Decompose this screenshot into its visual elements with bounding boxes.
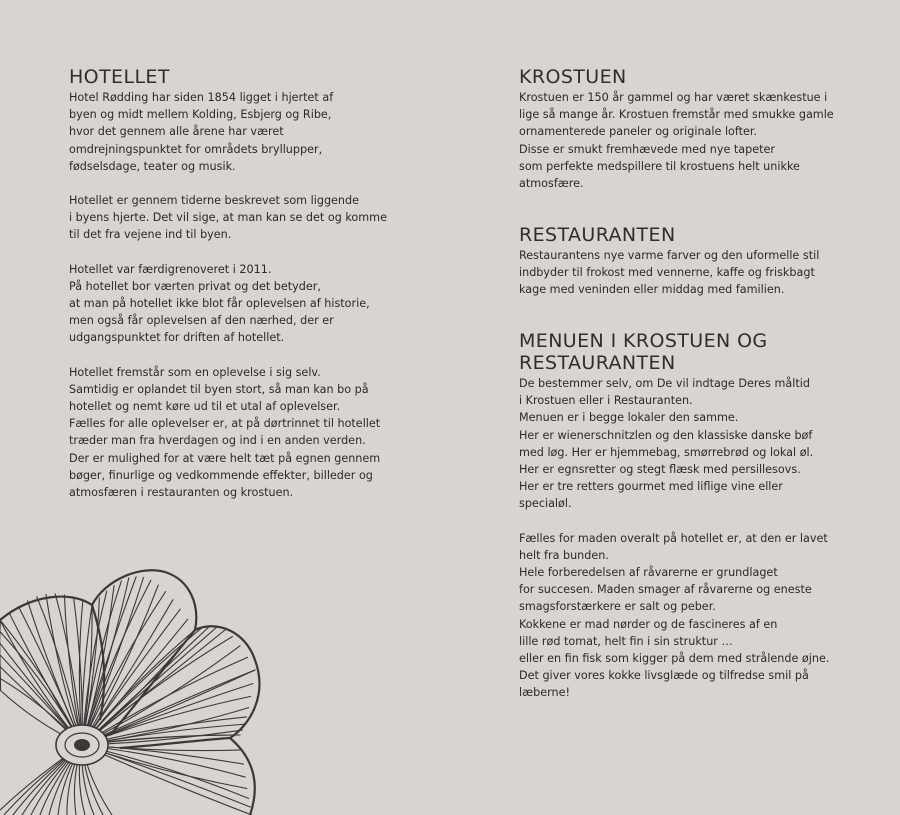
text-line: Fælles for maden overalt på hotellet er, at den er lavet [519, 531, 828, 545]
hotellet-paragraph-1 [69, 89, 399, 175]
text-line: Krostuen er 150 år gammel og har været skænkestue i [519, 91, 828, 104]
text-line: som perfekte medspillere til krostuens helt unikke [519, 159, 800, 173]
section-krostuen [519, 66, 859, 192]
text-line: Samtidig er oplandet til byen stort, så man kan bo på [69, 382, 369, 396]
text-line: indbyder til frokost med vennerne, kaffe og friskbagt [519, 266, 815, 280]
text-line: omdrejningspunktet for områdets bryllupper, [69, 142, 323, 156]
text-line: Hele forberedelsen af råvarerne er grundlaget [519, 566, 778, 580]
menuen-paragraph-1 [519, 375, 859, 513]
krostuen-body [519, 89, 859, 192]
text-line: bøger, finurlige og vedkommende effekter, billeder og [69, 468, 373, 482]
flower-center [56, 725, 108, 765]
heading-restauranten: RESTAURANTEN [519, 224, 676, 246]
text-line: udgangspunktet for driften af hotellet. [69, 331, 285, 345]
menuen-paragraph-2 [519, 530, 859, 702]
hotellet-paragraph-3 [69, 261, 399, 347]
menuen-body [519, 375, 859, 702]
petal-vein-line [28, 601, 82, 745]
text-line: men også får oplevelsen af den nærhed, der er [69, 314, 334, 328]
section-hotellet [69, 66, 399, 518]
text-line: Hotel Rødding har siden 1854 ligget i hjertet af [69, 91, 334, 104]
text-line: lige så mange år. Krostuen fremstår med smukke gamle [519, 108, 834, 122]
text-line: De bestemmer selv, om De vil indtage Deres måltid [519, 377, 810, 390]
text-line: Her er wienerschnitzlen og den klassiske danske bøf [519, 428, 813, 442]
text-line: træder man fra hverdagen og ind i en anden verden. [69, 434, 366, 448]
text-line: Her er tre retters gourmet med liflige vine eller [519, 480, 783, 494]
restauranten-body [519, 247, 859, 299]
hotellet-body [69, 89, 399, 501]
text-line: atmosfære. [519, 177, 584, 191]
text-line: i Krostuen eller i Restauranten. [519, 394, 693, 408]
text-line: Der er mulighed for at være helt tæt på egnen gennem [69, 451, 381, 465]
text-line: med løg. Her er hjemmebag, smørrebrød og lokal øl. [519, 445, 814, 459]
text-line: at man på hotellet ikke blot får oplevelsen af historie, [69, 297, 370, 311]
petal-vein-line [18, 606, 82, 745]
text-line: Fælles for alle oplevelser er, at på dørtrinnet til hotellet [69, 417, 381, 431]
hotellet-paragraph-4 [69, 364, 399, 502]
text-line: hvor det gennem alle årene har været [69, 125, 284, 139]
text-line: specialøl. [519, 497, 572, 511]
text-line: smagsforstærkere er salt og peber. [519, 600, 716, 614]
text-line: Hotellet er gennem tiderne beskrevet som liggende [69, 194, 360, 208]
text-line: Menuen er i begge lokaler den samme. [519, 411, 739, 425]
hotellet-paragraph-2 [69, 192, 399, 244]
flower-illustration [0, 560, 272, 815]
text-line: atmosfæren i restauranten og krostuen. [69, 486, 294, 500]
text-line: Hotellet fremstår som en oplevelse i sig selv. [69, 365, 321, 379]
text-line: Kokkene er mad nørder og de fascineres af en [519, 617, 778, 631]
section-restauranten [519, 224, 859, 299]
text-line: Her er egnsretter og stegt flæsk med persillesovs. [519, 463, 801, 477]
heading-menuen-line-1: MENUEN I KROSTUEN OG [519, 330, 768, 352]
heading-menuen [519, 330, 859, 374]
petal-vein-line [82, 745, 250, 807]
petal-vein-line [82, 745, 252, 815]
text-line: kage med veninden eller middag med familien. [519, 283, 785, 297]
text-line: byen og midt mellem Kolding, Esbjerg og Ribe, [69, 108, 332, 122]
text-line: Hotellet var færdigrenoveret i 2011. [69, 262, 272, 276]
text-line: lille rød tomat, helt fin i sin struktur … [519, 634, 733, 648]
text-line: helt fra bunden. [519, 548, 609, 562]
text-line: Det giver vores kokke livsglæde og tilfredse smil på [519, 669, 809, 683]
text-line: hotellet og nemt køre ud til et utal af oplevelser. [69, 400, 341, 414]
text-line: fødselsdage, teater og musik. [69, 159, 236, 173]
text-line: Restaurantens nye varme farver og den uformelle stil [519, 249, 820, 262]
text-line: for succesen. Maden smager af råvarerne og eneste [519, 583, 812, 597]
text-line: læberne! [519, 686, 570, 700]
text-line: til det fra vejene ind til byen. [69, 228, 232, 242]
text-line: Disse er smukt fremhævede med nye tapeter [519, 142, 775, 156]
flower-petal-lines [0, 577, 255, 815]
heading-krostuen: KROSTUEN [519, 66, 627, 88]
heading-menuen-line-2: RESTAURANTEN [519, 352, 676, 374]
section-menuen [519, 330, 859, 719]
text-line: På hotellet bor værten privat og det betyder, [69, 279, 321, 293]
text-line: ornamenterede paneler og originale lofter. [519, 125, 758, 139]
text-line: eller en fin fisk som kigger på dem med strålende øjne. [519, 652, 830, 666]
text-line: i byens hjerte. Det vil sige, at man kan se det og komme [69, 211, 387, 225]
heading-hotellet: HOTELLET [69, 66, 170, 88]
